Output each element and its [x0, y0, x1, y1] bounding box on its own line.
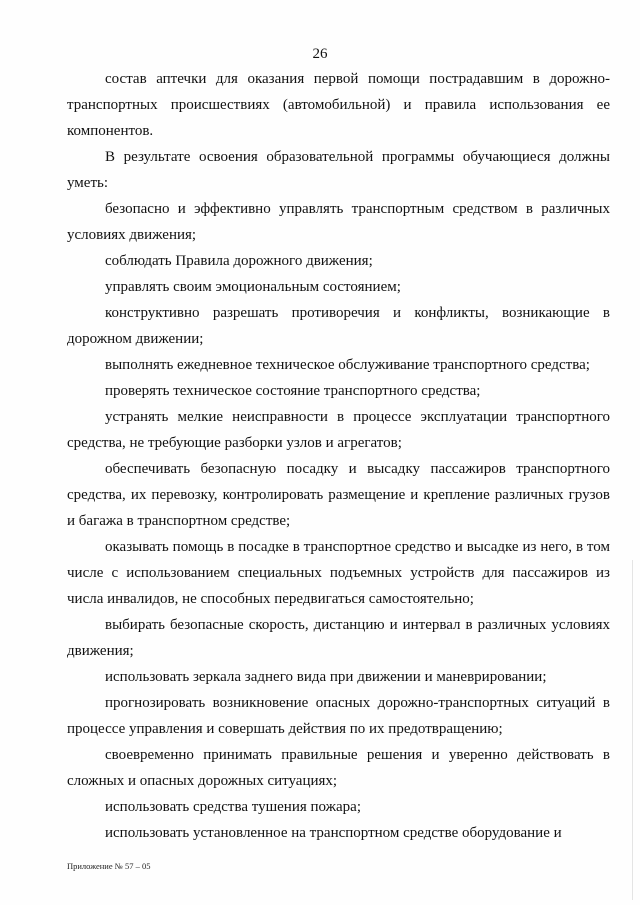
- paragraph-predict-danger: прогнозировать возникновение опасных дорожно-транспортных ситуаций в процессе управления и совершать действия по их предотвращению;: [67, 695, 610, 737]
- scan-edge-line: [632, 560, 633, 900]
- paragraph-safe-speed: выбирать безопасные скорость, дистанцию и интервал в различных условиях движения;: [67, 617, 610, 659]
- paragraph-decisions: своевременно принимать правильные решения и уверенно действовать в сложных и опасных дорожных ситуациях;: [67, 747, 610, 789]
- paragraph-traffic-rules: соблюдать Правила дорожного движения;: [105, 253, 373, 269]
- paragraph-assist-disabled: оказывать помощь в посадке в транспортное средство и высадке из него, в том числе с использованием специальных подъемных устройств для пассажиров из числа инвалидов, не способных передвигаться самостоятельно;: [67, 539, 610, 607]
- page-footer: Приложение № 57 – 05: [67, 861, 151, 871]
- paragraph-emotional-state: управлять своим эмоциональным состоянием;: [105, 279, 401, 295]
- page-number: 26: [312, 46, 328, 62]
- paragraph-resolve-conflicts: конструктивно разрешать противоречия и конфликты, возникающие в дорожном движении;: [67, 305, 610, 347]
- paragraph-drive-safely: безопасно и эффективно управлять транспортным средством в различных условиях движения;: [67, 201, 610, 243]
- paragraph-daily-maintenance: выполнять ежедневное техническое обслуживание транспортного средства;: [105, 357, 590, 373]
- paragraph-check-condition: проверять техническое состояние транспортного средства;: [105, 383, 481, 399]
- paragraph-first-aid-kit: состав аптечки для оказания первой помощи пострадавшим в дорожно-транспортных происшествиях (автомобильной) и правила использования ее компонентов.: [67, 71, 610, 139]
- paragraph-fix-faults: устранять мелкие неисправности в процессе эксплуатации транспортного средства, не требующие разборки узлов и агрегатов;: [67, 409, 610, 451]
- document-body: [67, 66, 610, 846]
- paragraph-skills-intro: В результате освоения образовательной программы обучающиеся должны уметь:: [67, 149, 610, 191]
- paragraph-fire-extinguishing: использовать средства тушения пожара;: [105, 799, 362, 815]
- paragraph-mirrors: использовать зеркала заднего вида при движении и маневрировании;: [105, 669, 547, 685]
- paragraph-passenger-boarding: обеспечивать безопасную посадку и высадку пассажиров транспортного средства, их перевозку, контролировать размещение и крепление различных грузов и багажа в транспортном средстве;: [67, 461, 610, 529]
- paragraph-equipment: использовать установленное на транспортном средстве оборудование и: [105, 825, 562, 841]
